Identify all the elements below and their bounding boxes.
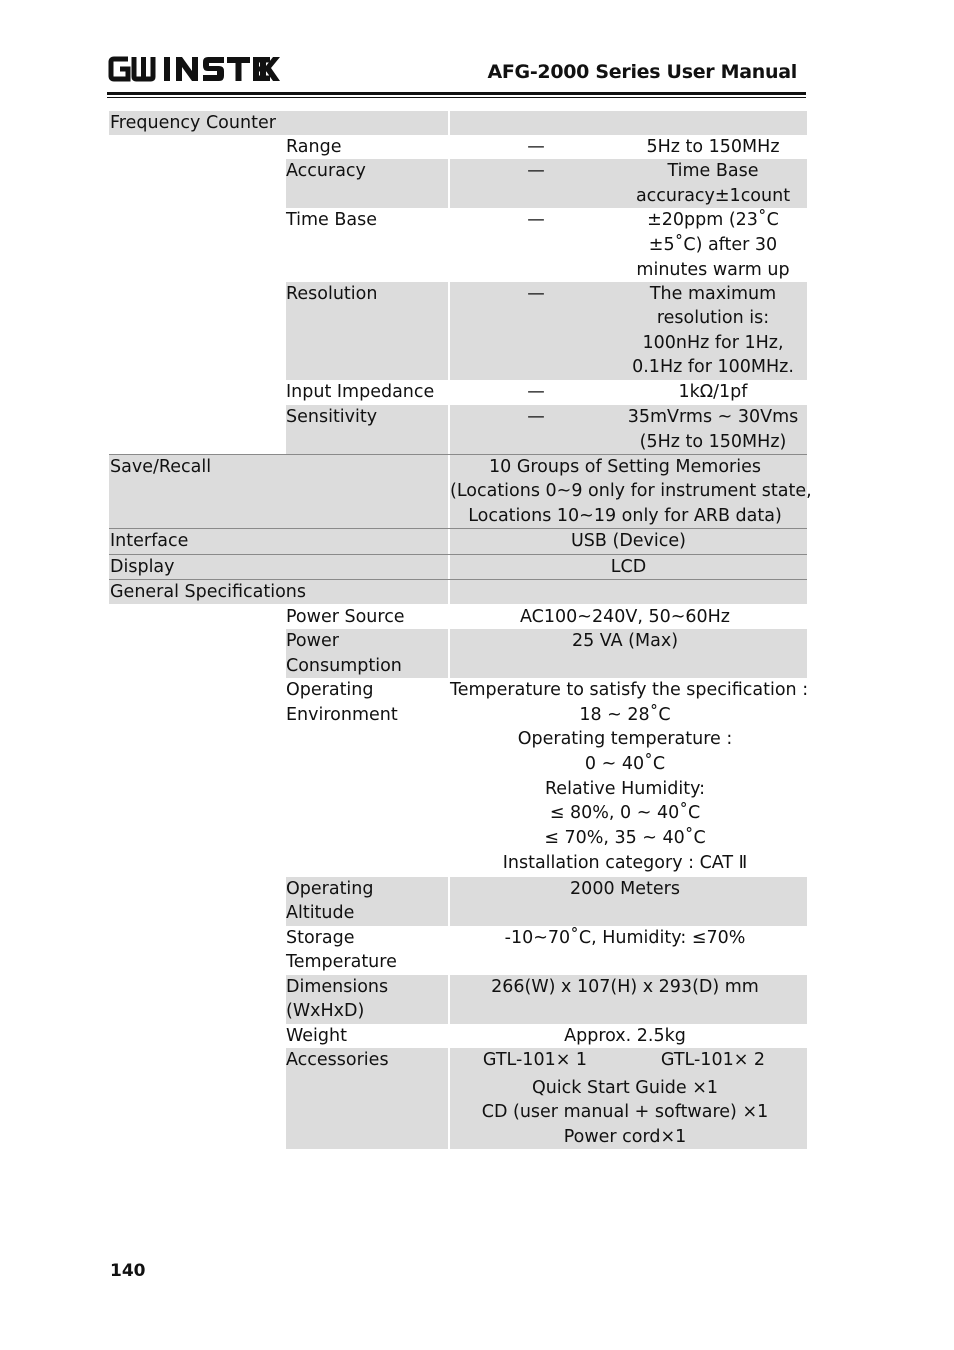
operating-environment-line: Relative Humidity: — [544, 779, 706, 799]
accessory-line: Power cord×1 — [563, 1127, 687, 1147]
dash: — — [527, 210, 545, 230]
spec-label-weight: Weight — [286, 1026, 347, 1046]
category-save-recall: Save/Recall — [109, 455, 448, 528]
spec-value-sensitivity-line1: 35mVrms ~ 30Vms — [627, 407, 799, 427]
spec-label-storage-temperature-line1: Storage — [286, 928, 355, 948]
spec-label-operating-environment-line2: Environment — [286, 705, 398, 725]
interface-value: USB (Device) — [450, 529, 807, 554]
spec-label-accuracy: Accuracy — [286, 159, 448, 208]
spec-value-time-base-line2: ±5˚C) after 30 — [648, 235, 778, 255]
spec-value-accuracy-line1: Time Base — [667, 161, 759, 181]
dash: — — [527, 161, 545, 181]
operating-environment-line: ≤ 80%, 0 ~ 40˚C — [549, 803, 701, 823]
spec-value-storage-temperature: -10~70˚C, Humidity: ≤70% — [504, 928, 746, 948]
spec-label-operating-environment-line1: Operating — [286, 680, 374, 700]
operating-environment-line: Operating temperature : — [517, 729, 733, 749]
spec-value-dimensions: 266(W) x 107(H) x 293(D) mm — [450, 975, 807, 1024]
category-fill — [450, 580, 807, 604]
spec-label-input-impedance: Input Impedance — [286, 382, 435, 402]
spec-value-resolution-line2: resolution is: — [656, 308, 770, 328]
operating-environment-line: ≤ 70%, 35 ~ 40˚C — [544, 828, 706, 848]
spec-label-operating-altitude-line2: Altitude — [286, 903, 355, 923]
category-display: Display — [109, 555, 448, 579]
spec-label-dimensions-line2: (WxHxD) — [286, 1001, 365, 1021]
display-value: LCD — [450, 555, 807, 579]
accessory-item-gtl-101-2: GTL-101× 2 — [660, 1050, 766, 1070]
spec-label-sensitivity: Sensitivity — [286, 405, 448, 454]
spec-value-resolution-line3: 100nHz for 1Hz, — [642, 333, 784, 353]
spec-label-storage-temperature-line2: Temperature — [286, 952, 397, 972]
spec-label-time-base: Time Base — [286, 210, 378, 230]
save-recall-value-line1: 10 Groups of Setting Memories — [488, 457, 761, 477]
page-number: 140 — [110, 1261, 146, 1281]
category-interface: Interface — [109, 529, 448, 554]
dash: — — [527, 382, 545, 402]
spec-label-operating-altitude-line1: Operating — [286, 879, 374, 899]
dash: — — [527, 284, 545, 304]
spec-value-power-consumption: 25 VA (Max) — [450, 629, 807, 678]
operating-environment-line: Installation category : CAT Ⅱ — [502, 853, 748, 873]
spec-value-accuracy-line2: accuracy±1count — [635, 186, 791, 206]
accessory-line: Quick Start Guide ×1 — [531, 1078, 719, 1098]
spec-value-time-base-line3: minutes warm up — [636, 260, 790, 280]
spec-value-range: 5Hz to 150MHz — [646, 137, 780, 157]
spec-value-input-impedance: 1kΩ/1pf — [678, 382, 748, 402]
accessory-item-gtl-101-1: GTL-101× 1 — [482, 1050, 588, 1070]
category-general-specifications: General Specifications — [109, 580, 448, 604]
spec-label-dimensions-line1: Dimensions — [286, 977, 389, 997]
spec-label-range: Range — [286, 137, 342, 157]
category-frequency-counter: Frequency Counter — [109, 111, 448, 135]
spec-value-resolution-line4: 0.1Hz for 100MHz. — [632, 357, 794, 377]
spec-value-time-base-line1: ±20ppm (23˚C — [647, 210, 779, 230]
operating-environment-line: 0 ~ 40˚C — [584, 754, 666, 774]
spec-value-sensitivity-line2: (5Hz to 150MHz) — [639, 432, 787, 452]
spec-label-accessories: Accessories — [286, 1048, 448, 1149]
spec-label-power-consumption-line1: Power — [286, 631, 339, 651]
save-recall-value-line3: Locations 10~19 only for ARB data) — [468, 506, 782, 526]
save-recall-value-line2: (Locations 0~9 only for instrument state, — [450, 481, 812, 501]
spec-label-resolution: Resolution — [286, 282, 448, 380]
category-fill — [450, 111, 807, 135]
spec-label-power-source: Power Source — [286, 607, 405, 627]
spec-value-weight: Approx. 2.5kg — [564, 1026, 686, 1046]
spec-value-power-source: AC100~240V, 50~60Hz — [520, 607, 730, 627]
spec-label-power-consumption-line2: Consumption — [286, 656, 402, 676]
spec-value-operating-altitude: 2000 Meters — [450, 877, 807, 926]
dash: — — [527, 137, 545, 157]
accessory-line: CD (user manual + software) ×1 — [481, 1102, 769, 1122]
operating-environment-line: 18 ~ 28˚C — [579, 705, 671, 725]
manual-title: AFG-2000 Series User Manual — [487, 61, 797, 83]
dash: — — [527, 407, 545, 427]
spec-value-resolution-line1: The maximum — [649, 284, 777, 304]
operating-environment-line: Temperature to satisfy the specification : — [450, 680, 809, 700]
